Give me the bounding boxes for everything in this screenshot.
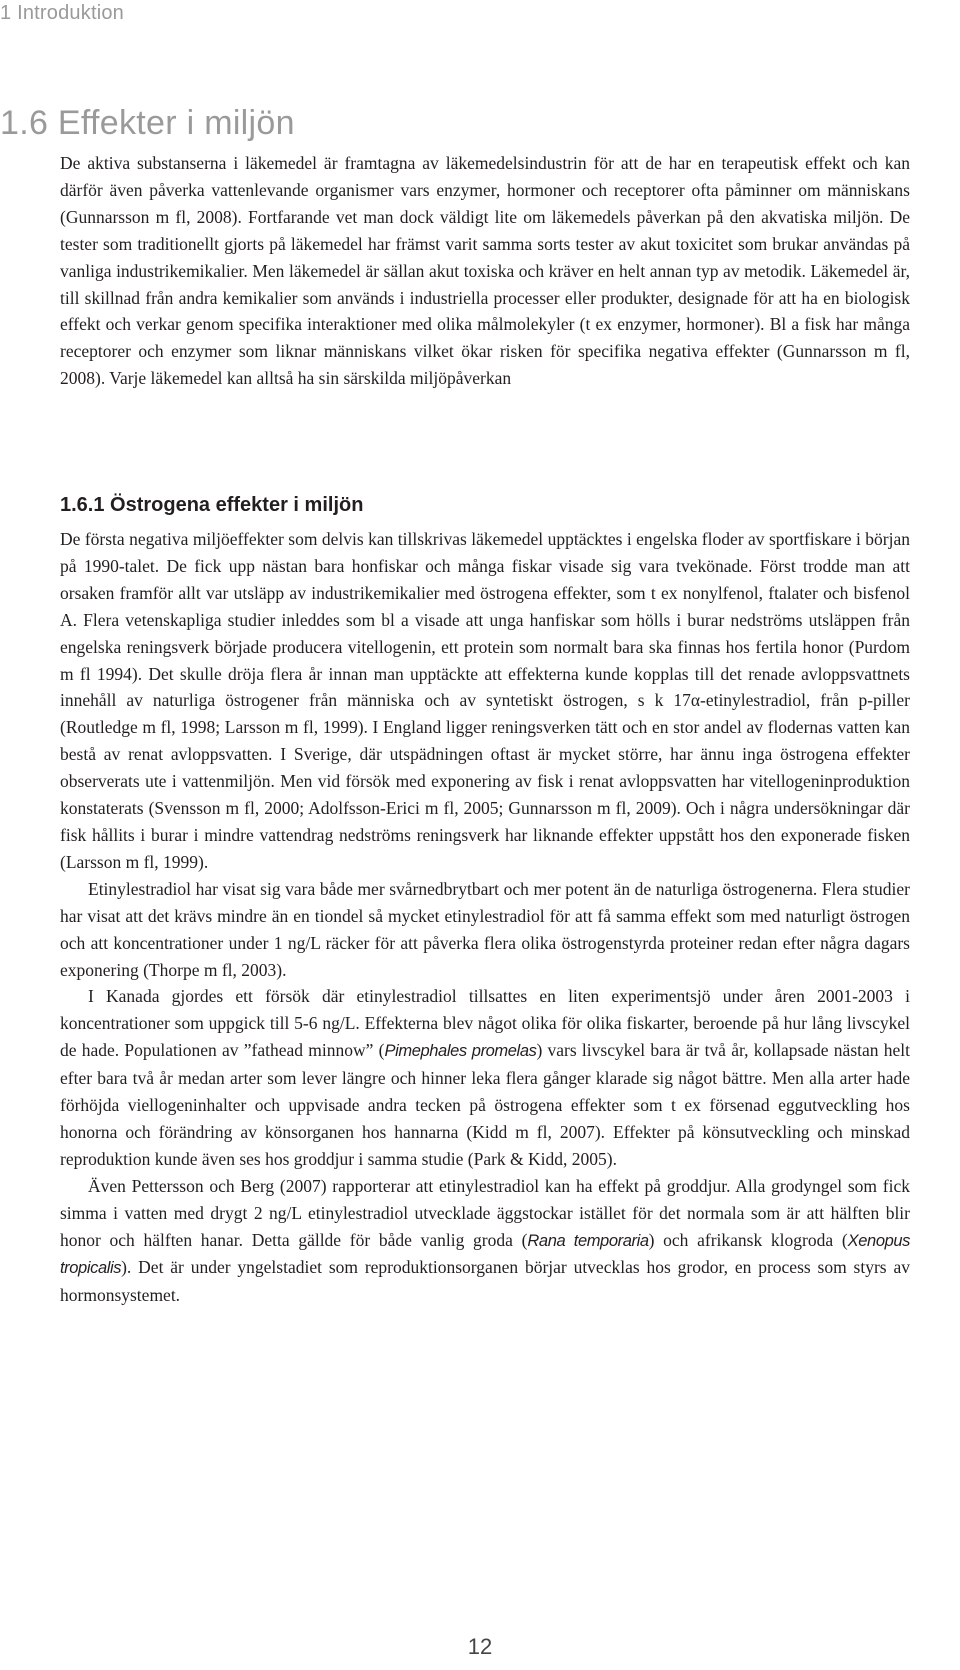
paragraph-3-text-a: I Kanada gjordes ett försök där etinylestradiol tillsattes en liten experimentsjö under åren 2001-2003 i koncentrationer som uppgick till 5-6 ng/L. Effekterna blev något olika för olika fiskarter, beroende på hur lång livscykel de hade. Populationen av ”fathead minnow” ( <box>60 986 910 1061</box>
section-body <box>60 150 910 392</box>
subsection-body <box>60 526 910 1309</box>
paragraph-4-text-c: ). Det är under yngelstadiet som reproduktionsorganen börjar utvecklas hos grodor, en process som styrs av hormonsystemet. <box>60 1257 910 1306</box>
paragraph-4-text-b: ) och afrikansk klogroda ( <box>648 1229 848 1250</box>
species-name-rana: Rana temporaria <box>527 1231 649 1250</box>
paragraph-3-text-b: ) vars livscykel bara är två år, kollapsade nästan helt efter bara två år medan arter som lever längre och hinner leka flera gånger klarade sig något bättre. Men alla arter hade förhöjda viellogeninhalter och uppvisade andra tecken på östrogena effekter som t ex försenad eggutveckling hos honorna och förändring av könsorganen hos hannarna (Kidd m fl, 2007). Effekter på könsutveckling och minskad reproduktion kunde även ses hos groddjur i samma studie (Park & Kidd, 2005). <box>60 1040 910 1169</box>
section-paragraph: De aktiva substanserna i läkemedel är framtagna av läkemedelsindustrin för att de har en terapeutisk effekt och kan därför även påverka vattenlevande organismer vars enzymer, hormoner och receptorer ofta påminner om människans (Gunnarsson m fl, 2008). Fortfarande vet man dock väldigt lite om läkemedels påverkan på den akvatiska miljön. De tester som traditionellt gjorts på läkemedel har främst varit samma sorts tester av akut toxicitet som brukar användas på vanliga industrikemikalier. Men läkemedel är sällan akut toxiska och kräver en helt annan typ av metodik. Läkemedel är, till skillnad från andra kemikalier som används i industriella processer eller produkter, designade för att ha en biologisk effekt och verkar genom specifika interaktioner med olika målmolekyler (t ex enzymer, hormoner). Bl a fisk har många receptorer och enzymer som liknar människans vilket ökar risken för specifika negativa effekter (Gunnarsson m fl, 2008). Varje läkemedel kan alltså ha sin särskilda miljöpåverkan <box>60 153 910 389</box>
paragraph-3 <box>60 983 910 1172</box>
species-name-xenopus: Xenopus tropicalis <box>60 1231 910 1278</box>
section-title: 1.6 Effekter i miljön <box>0 104 295 142</box>
paragraph-1: De första negativa miljöeffekter som delvis kan tillskrivas läkemedel upptäcktes i engelska floder av sportfiskare i början på 1990-talet. De fick upp nästan bara honfiskar och många fiskar visade sig vara tvekönade. Först trodde man att orsaken framför allt var utsläpp av industrikemikalier med östrogena effekter, som t ex nonylfenol, ftalater och bisfenol A. Flera vetenskapliga studier inleddes som bl a visade att unga hanfiskar som hölls i burar nedströms utsläppen från engelska reningsverk började producera vitellogenin, ett protein som normalt bara ska finnas hos fertila honor (Purdom m fl 1994). Det skulle dröja flera år innan man upptäckte att effekterna kunde kopplas till det renade avloppsvattnets innehåll av naturliga östrogener från människa och av syntetiskt östrogen, s k 17α-etinylestradiol, från p-piller (Routledge m fl, 1998; Larsson m fl, 1999). I England ligger reningsverken tätt och en stor andel av flodernas vatten kan bestå av renat avloppsvatten. I Sverige, där utspädningen oftast är mycket större, har ännu inga östrogena effekter observerats ute i vattenmiljön. Men vid försök med exponering av fisk i renat avloppsvatten har vitellogeninproduktion konstaterats (Svensson m fl, 2000; Adolfsson-Erici m fl, 2005; Gunnarsson m fl, 2009). Och i några undersökningar där fisk hållits i burar i mindre vattendrag nedströms reningsverk har liknande effekter uppstått hos den exponerade fisken (Larsson m fl, 1999). <box>60 529 910 872</box>
paragraph-2: Etinylestradiol har visat sig vara både mer svårnedbrytbart och mer potent än de naturliga östrogenerna. Flera studier har visat att det krävs mindre än en tiondel så mycket etinylestradiol för att få samma effekt som med naturligt östrogen och att koncentrationer under 1 ng/L räcker för att påverka flera olika östrogenstyrda proteiner redan efter några dagars exponering (Thorpe m fl, 2003). <box>60 878 910 980</box>
species-name-pimephales: Pimephales promelas <box>384 1042 537 1061</box>
page-number: 12 <box>467 1634 493 1659</box>
paragraph-4-text-a: Även Pettersson och Berg (2007) rapporterar att etinylestradiol kan ha effekt på groddjur. Alla grodyngel som fick simma i vatten med drygt 2 ng/L etinylestradiol utvecklade äggstockar istället för det normala som är att hälften blir honor och hälften hanar. Detta gällde för både vanlig groda ( <box>60 1175 910 1250</box>
paragraph-4 <box>60 1173 910 1310</box>
subsection-title: 1.6.1 Östrogena effekter i miljön <box>60 494 364 516</box>
running-head: 1 Introduktion <box>0 2 124 24</box>
